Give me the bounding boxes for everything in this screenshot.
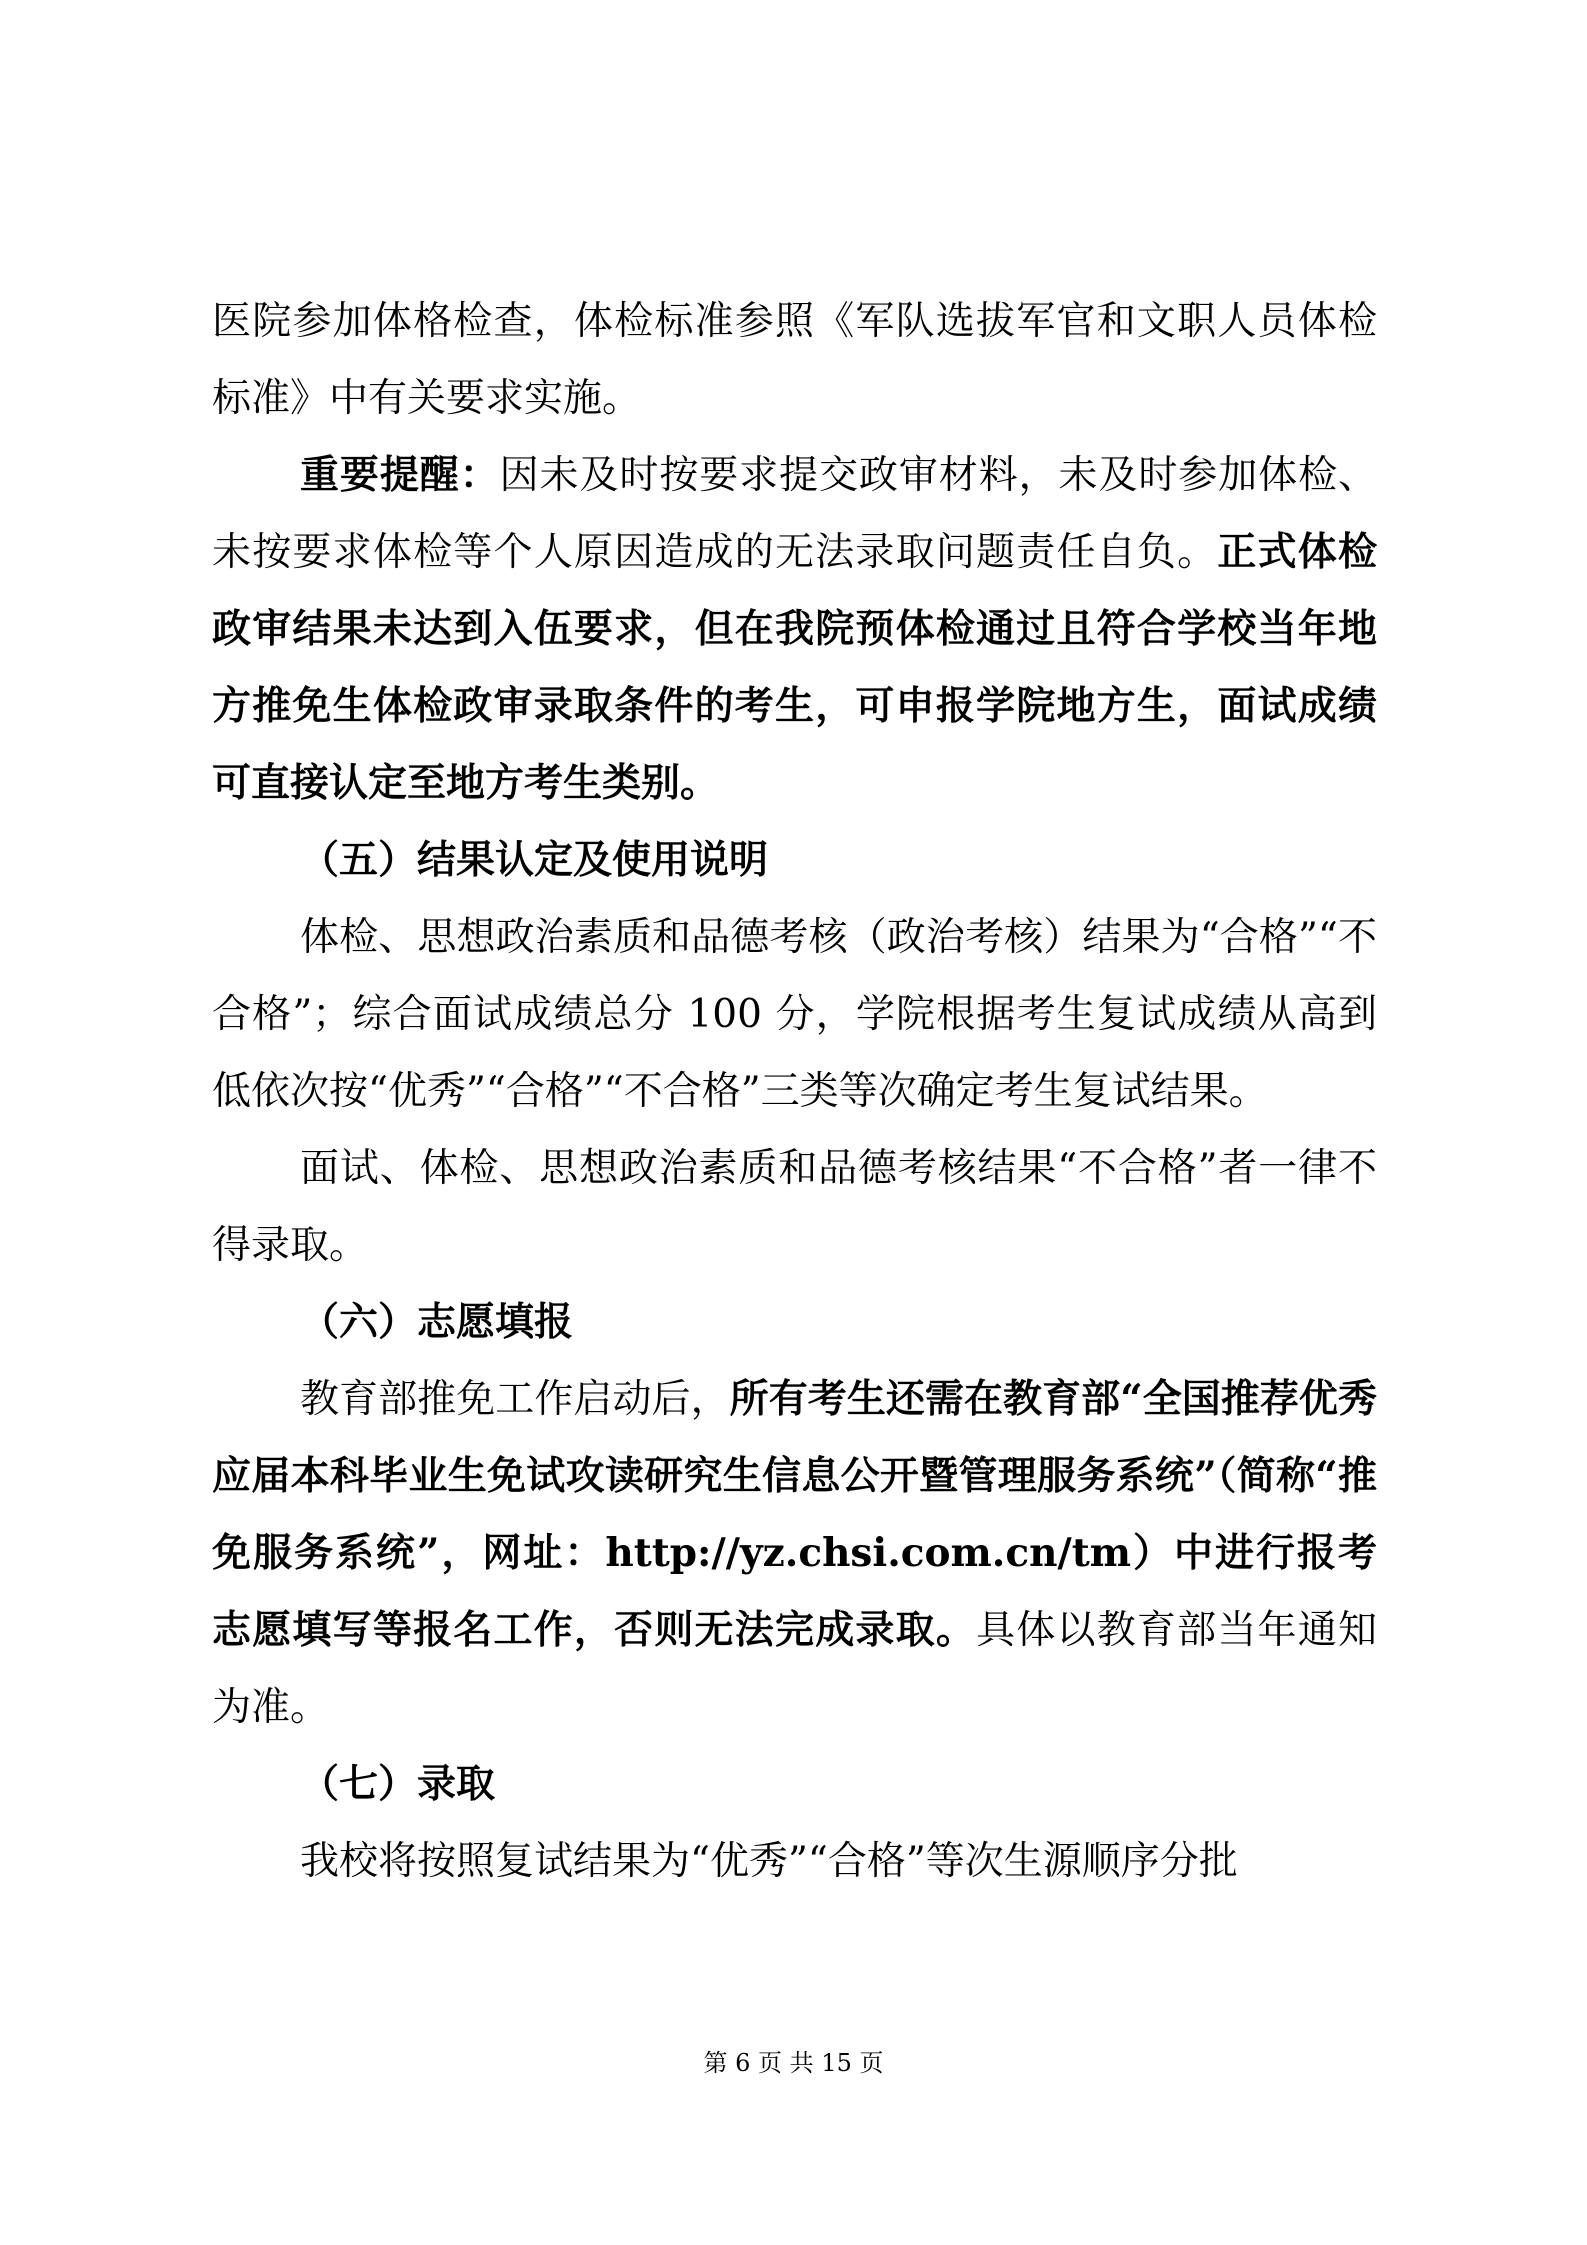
application-lead: 教育部推免工作启动后， (300, 1377, 730, 1422)
page-number-footer: 第 6 页 共 15 页 (703, 2049, 884, 2077)
paragraph-admission (212, 1823, 1377, 1900)
paragraph-results-criteria (212, 899, 1377, 1130)
paragraph-text: 医院参加体格检查，体检标准参照《军队选拔军官和文职人员体检标准》中有关要求实施。 (212, 299, 1377, 421)
reminder-text: 因未及时按要求提交政审材料，未及时参加体检、未按要求体检等个人原因造成的无法录取问题责任自负。 (212, 453, 1377, 575)
application-bold-text: 所有考生还需在教育部“全国推荐优秀应届本科毕业生免试攻读研究生信息公开暨管理服务系统”（简称“推免服务系统”，网址：http://yz.chsi.com.cn/tm）中进行报考志愿填写等报名工作，否则无法完成录取。 (212, 1376, 1377, 1653)
document-body (212, 283, 1377, 1900)
paragraph-important-reminder (212, 437, 1377, 822)
section-heading-application: （六）志愿填报 (300, 1299, 574, 1345)
paragraph-application (212, 1361, 1377, 1746)
section-heading-results: （五）结果认定及使用说明 (300, 837, 769, 883)
section-heading-admission: （七）录取 (300, 1761, 496, 1807)
reminder-label: 重要提醒： (300, 452, 500, 498)
application-tail: 具体以教育部当年通知为准。 (212, 1608, 1377, 1730)
paragraph-text: 面试、体检、思想政治素质和品德考核结果“不合格”者一律不得录取。 (212, 1146, 1377, 1268)
paragraph-physical-exam-continued (212, 283, 1377, 437)
reminder-bold-text: 正式体检政审结果未达到入伍要求，但在我院预体检通过且符合学校当年地方推免生体检政审录取条件的考生，可申报学院地方生，面试成绩可直接认定至地方考生类别。 (212, 529, 1377, 806)
paragraph-text: 我校将按照复试结果为“优秀”“合格”等次生源顺序分批 (300, 1839, 1238, 1884)
paragraph-text: 体检、思想政治素质和品德考核（政治考核）结果为“合格”“不合格”；综合面试成绩总分 100 分，学院根据考生复试成绩从高到低依次按“优秀”“合格”“不合格”三类等次确定考生复试结果。 (212, 915, 1377, 1114)
paragraph-disqualification (212, 1130, 1377, 1284)
